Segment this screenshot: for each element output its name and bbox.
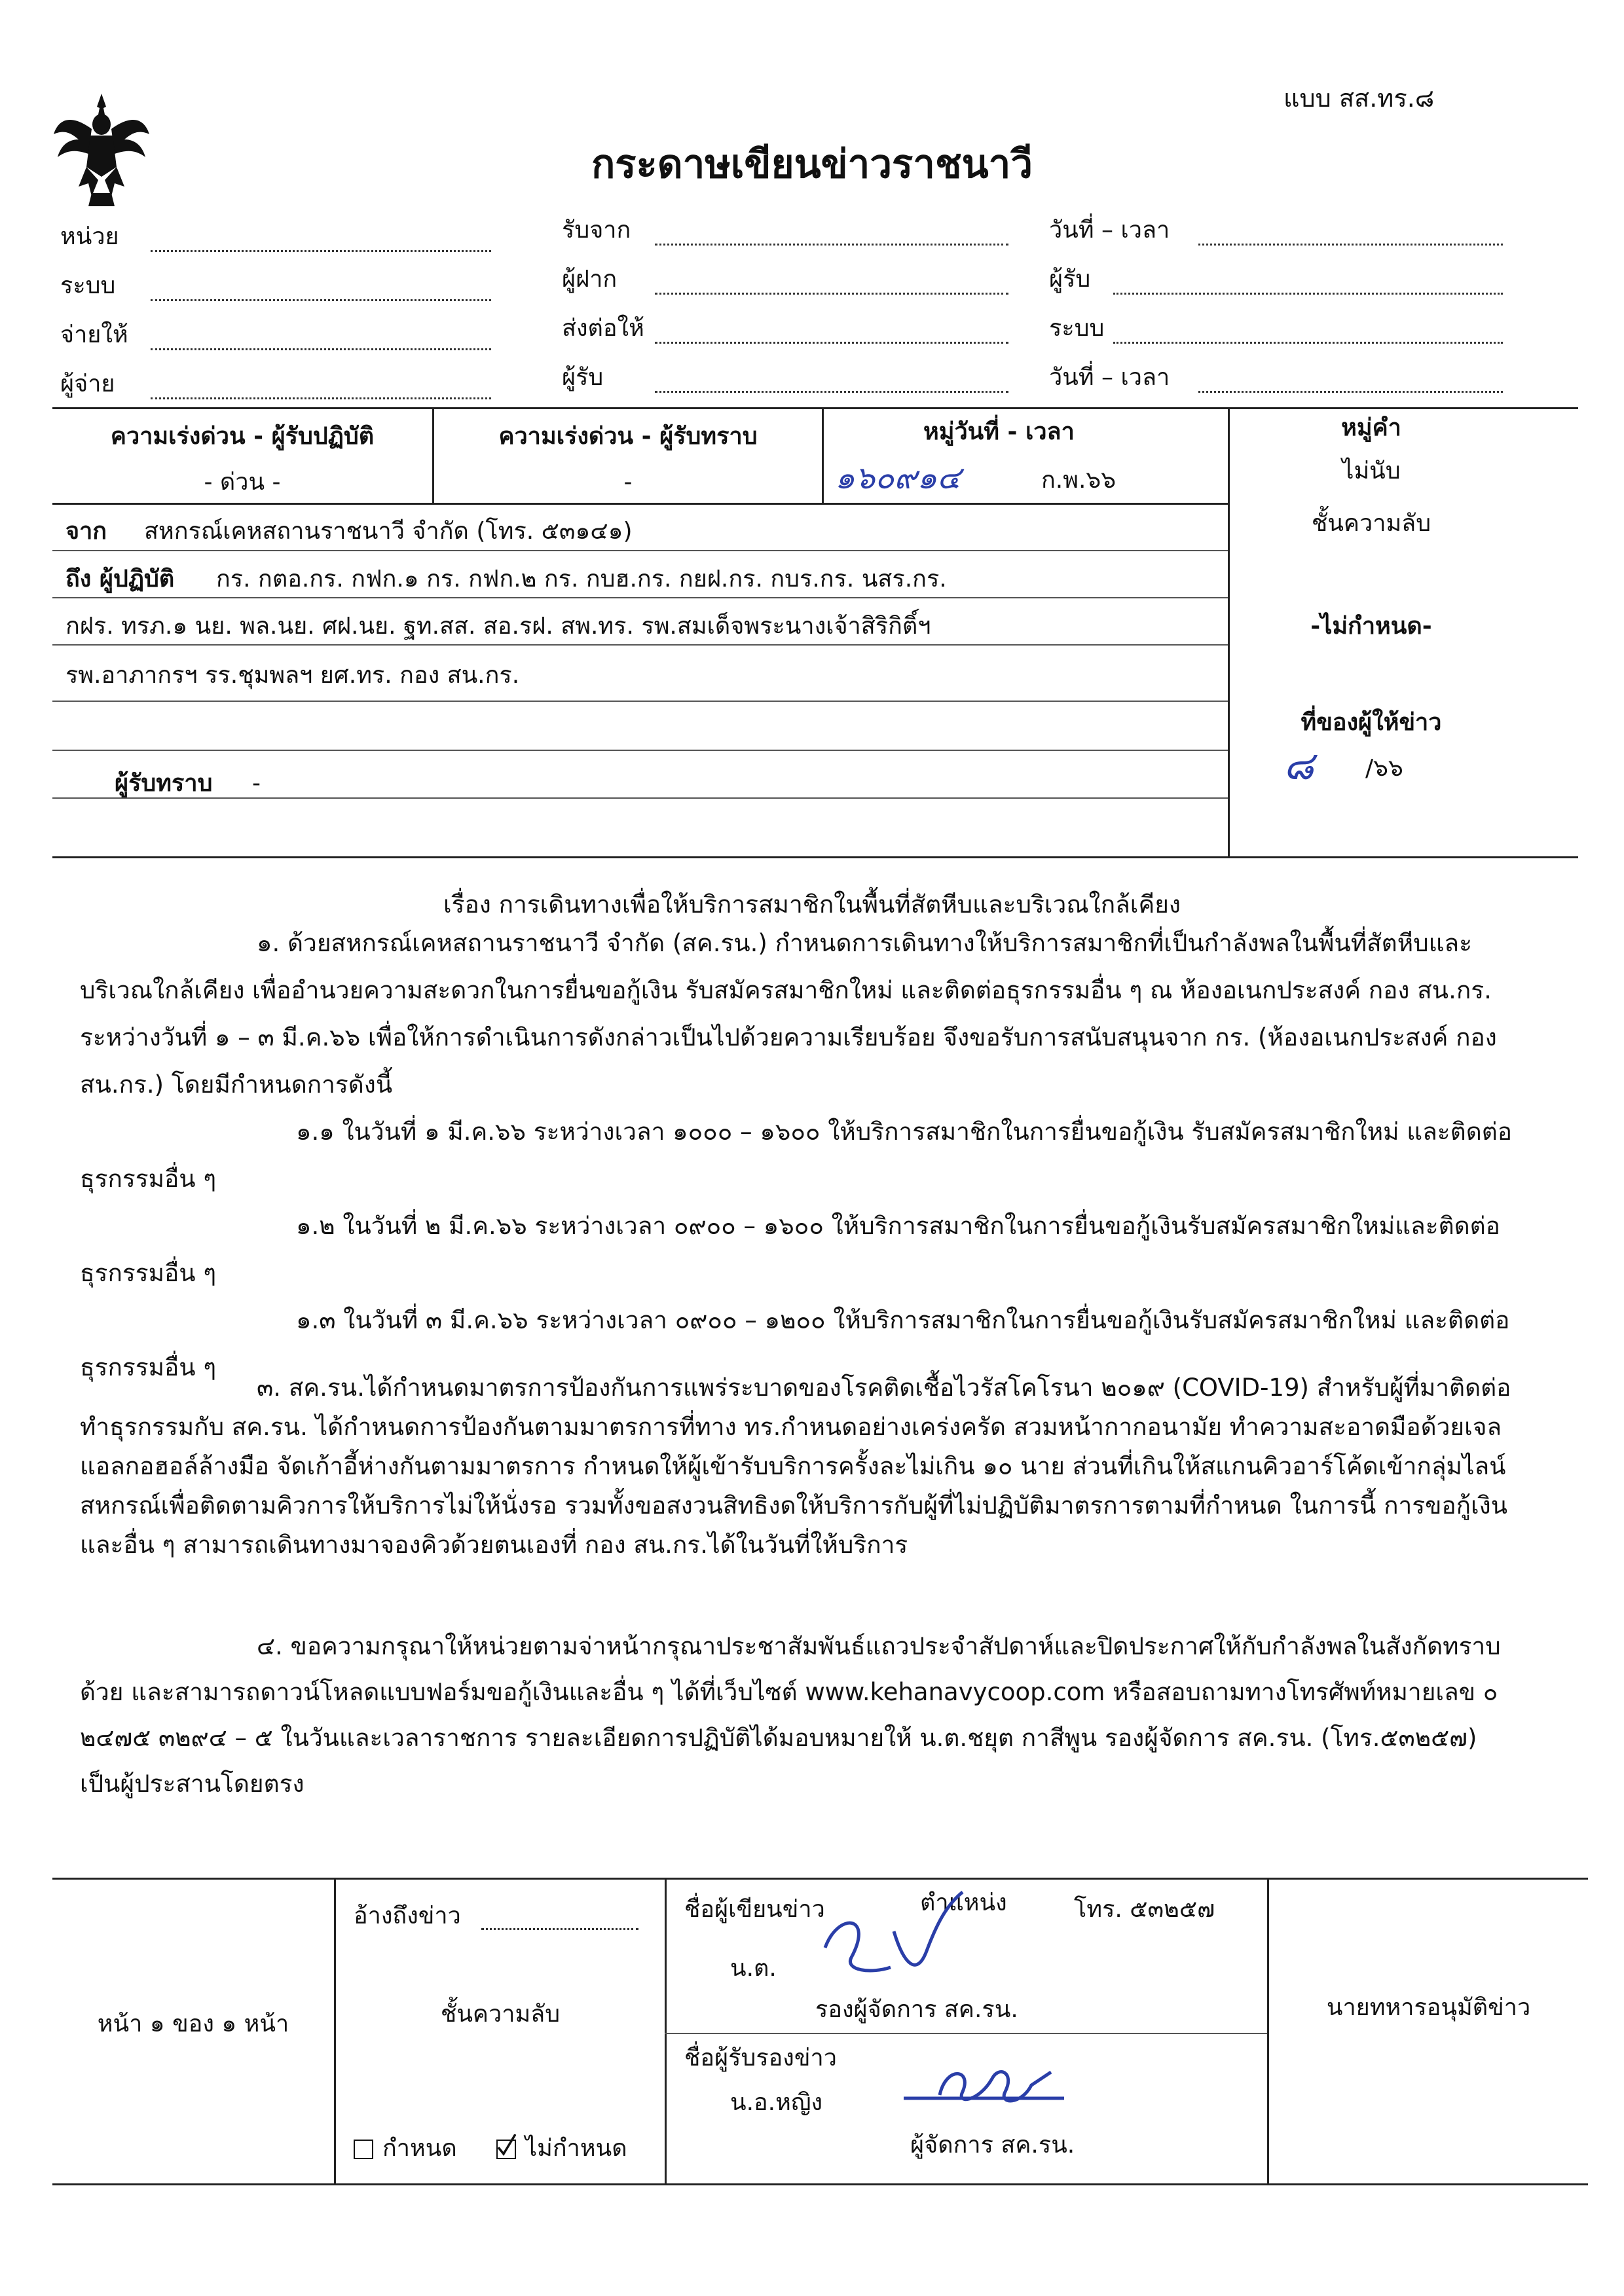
approver-label: นายทหารอนุมัติข่าว bbox=[1326, 1994, 1531, 2021]
paragraph-4: ๔. ขอความกรุณาให้หน่วยตามจ่าหน้ากรุณาประชาสัมพันธ์แถวประจำสัปดาห์และปิดประกาศให้กับกำลังพลในสังกัดทราบด้วย และสามารถดาวน์โหลดแบบฟอร์มขอกู้เงินและอื่น ๆ ได้ที่เว็บไซต์ www.kehanavycoop.com หรือสอบถามทางโทรศัพท์หมายเลข ๐ ๒๔๗๕ ๓๒๙๔ – ๕ ในวันและเวลาราชการ รายละเอียดการปฏิบัติได้มอบหมายให้ น.ต.ชยุต กาสีพูน รองผู้จัดการ สค.รน. (โทร.๕๓๒๕๗) เป็นผู้ประสานโดยตรง bbox=[80, 1632, 1501, 1798]
paragraph-3: ๓. สค.รน.ได้กำหนดมาตรการป้องกันการแพร่ระบาดของโรคติดเชื้อไวรัสโคโรนา ๒๐๑๙ (COVID-19) สำหรับผู้ที่มาติดต่อทำธุรกรรมกับ สค.รน. ได้กำหนดการป้องกันตามมาตรการที่ทาง ทร.กำหนดอย่างเคร่งครัด สวมหน้ากากอนามัย ทำความสะอาดมือด้วยเจลแอลกอฮอล์ล้างมือ จัดเก้าอี้ห่างกันตามมาตรการ กำหนดให้ผู้เข้ารับบริการครั้งละไม่เกิน ๑๐ นาย ส่วนที่เกินให้สแกนคิวอาร์โค้ดเข้ากลุ่มไลน์สหกรณ์เพื่อติดตามคิวการให้บริการไม่ให้นั่งรอ รวมทั้งขอสงวนสิทธิงดให้บริการกับผู้ที่ไม่ปฏิบัติมาตรการตามที่กำหนด ในการนี้ การขอกู้เงินและอื่น ๆ สามารถเดินทางมาจองคิวด้วยตนเองที่ กอง สน.กร.ได้ในวันที่ให้บริการ bbox=[80, 1374, 1511, 1559]
from-value: สหกรณ์เคหสถานราชนาวี จำกัด (โทร. ๕๓๑๔๑) bbox=[144, 518, 633, 545]
field-datetime2-label: วันที่ – เวลา bbox=[1049, 364, 1170, 391]
dtg-month-value: ก.พ.๖๖ bbox=[1041, 467, 1116, 494]
field-datetime2-input[interactable] bbox=[1198, 391, 1503, 393]
writer-signature bbox=[812, 1886, 995, 1990]
field-unit-input[interactable] bbox=[151, 250, 491, 252]
urgency-info-header: ความเร่งด่วน - ผู้รับทราบ bbox=[498, 423, 758, 450]
writer-label: ชื่อผู้เขียนข่าว bbox=[684, 1896, 825, 1923]
field-receiver-label: ผู้รับ bbox=[562, 364, 604, 391]
info-value: - bbox=[252, 770, 261, 797]
opt-defined[interactable]: กำหนด bbox=[354, 2134, 457, 2163]
subject: เรื่อง การเดินทางเพื่อให้บริการสมาชิกในพื้นที่สัตหีบและบริเวณใกล้เคียง bbox=[443, 890, 1181, 919]
footer-secrecy-label: ชั้นความลับ bbox=[440, 2001, 561, 2028]
field-system-label: ระบบ bbox=[60, 272, 116, 299]
to-line-1: กร. กตอ.กร. กฟก.๑ กร. กฟก.๒ กร. กบฮ.กร. กยฝ.กร. กบร.กร. นสร.กร. bbox=[216, 566, 947, 592]
urgency-action-value: - ด่วน - bbox=[204, 469, 281, 496]
to-line-3: รพ.อาภากรฯ รร.ชุมพลฯ ยศ.ทร. กอง สน.กร. bbox=[65, 662, 520, 689]
certifier-rank: น.อ.หญิง bbox=[730, 2089, 823, 2116]
sender-ref-suffix: /๖๖ bbox=[1365, 755, 1403, 782]
writer-phone: โทร. ๕๓๒๕๗ bbox=[1074, 1896, 1215, 1923]
ref-label: อ้างถึงข่าว bbox=[354, 1903, 461, 1929]
certifier-title: ผู้จัดการ สค.รน. bbox=[910, 2132, 1075, 2159]
paragraph-1: ๑. ด้วยสหกรณ์เคหสถานราชนาวี จำกัด (สค.รน.) กำหนดการเดินทางให้บริการสมาชิกที่เป็นกำลังพลในพื้นที่สัตหีบและบริเวณใกล้เคียง เพื่ออำนวยความสะดวกในการยื่นขอกู้เงิน รับสมัครสมาชิกใหม่ และติดต่อธุรกรรมอื่น ๆ ณ ห้องอเนกประสงค์ กอง สน.กร. ระหว่างวันที่ ๑ – ๓ มี.ค.๖๖ เพื่อให้การดำเนินการดังกล่าวเป็นไปด้วยความเรียบร้อย จึงขอรับการสนับสนุนจาก กร. (ห้องอเนกประสงค์ กอง สน.กร.) โดยมีกำหนดการดังนี้ bbox=[80, 929, 1497, 1099]
position-label: ตำแหน่ง bbox=[920, 1889, 1007, 1916]
word-group-header: หมู่คำ bbox=[1341, 414, 1401, 441]
urgency-action-header: ความเร่งด่วน - ผู้รับปฏิบัติ bbox=[110, 423, 375, 450]
field-receivedfrom-input[interactable] bbox=[655, 244, 1008, 246]
from-label: จาก bbox=[65, 518, 107, 545]
certifier-signature bbox=[900, 2052, 1090, 2124]
checkbox-undefined-checked[interactable] bbox=[496, 2140, 516, 2159]
field-forwardto-label: ส่งต่อให้ bbox=[562, 315, 644, 342]
field-payto-label: จ่ายให้ bbox=[60, 321, 128, 348]
field-receivedfrom-label: รับจาก bbox=[562, 217, 631, 244]
writer-title: รองผู้จัดการ สค.รน. bbox=[815, 1996, 1018, 2023]
paragraph-1-3: ๑.๓ ในวันที่ ๓ มี.ค.๖๖ ระหว่างเวลา ๐๙๐๐ – ๑๒๐๐ ให้บริการสมาชิกในการยื่นขอกู้เงินรับสมัครสมาชิกใหม่ และติดต่อธุรกรรมอื่น ๆ bbox=[80, 1306, 1510, 1381]
dtg-header: หมู่วันที่ - เวลา bbox=[923, 418, 1075, 445]
field-system-input[interactable] bbox=[151, 299, 491, 301]
field-payer-input[interactable] bbox=[151, 397, 491, 399]
word-group-value: ไม่นับ bbox=[1342, 458, 1401, 484]
form-code: แบบ สส.ทร.๘ bbox=[1283, 84, 1435, 113]
field-depositor-label: ผู้ฝาก bbox=[562, 266, 618, 293]
sender-ref-label: ที่ของผู้ให้ข่าว bbox=[1301, 709, 1442, 736]
field-receiver2-input[interactable] bbox=[1113, 293, 1503, 295]
check-mark-icon bbox=[496, 2134, 516, 2157]
opt-undefined[interactable]: ไม่กำหนด bbox=[496, 2134, 627, 2163]
page-title: กระดาษเขียนข่าวราชนาวี bbox=[591, 141, 1033, 187]
page-indicator: หน้า ๑ ของ ๑ หน้า bbox=[97, 2011, 289, 2037]
sender-ref-number: ๘ bbox=[1283, 743, 1314, 789]
field-payto-input[interactable] bbox=[151, 348, 491, 350]
certifier-label: ชื่อผู้รับรองข่าว bbox=[684, 2045, 837, 2071]
field-datetime1-label: วันที่ – เวลา bbox=[1049, 217, 1170, 244]
to-line-2: กฝร. ทรภ.๑ นย. พล.นย. ศฝ.นย. ฐท.สส. สอ.รฝ. สพ.ทร. รพ.สมเด็จพระนางเจ้าสิริกิติ์ฯ bbox=[65, 613, 931, 640]
secrecy-label: ชั้นความลับ bbox=[1311, 510, 1431, 537]
field-unit-label: หน่วย bbox=[60, 223, 119, 250]
field-datetime1-input[interactable] bbox=[1198, 244, 1503, 246]
dtg-handwritten-value: ๑๖๐๙๑๔ bbox=[835, 460, 961, 496]
field-payer-label: ผู้จ่าย bbox=[60, 371, 115, 397]
paragraph-1-1: ๑.๑ ในวันที่ ๑ มี.ค.๖๖ ระหว่างเวลา ๑๐๐๐ – ๑๖๐๐ ให้บริการสมาชิกในการยื่นขอกู้เงิน รับสมัครสมาชิกใหม่ และติดต่อธุรกรรมอื่น ๆ bbox=[80, 1118, 1512, 1193]
field-receiver2-label: ผู้รับ bbox=[1049, 266, 1091, 293]
field-depositor-input[interactable] bbox=[655, 293, 1008, 295]
field-receiver-input[interactable] bbox=[655, 391, 1008, 393]
info-label: ผู้รับทราบ bbox=[115, 770, 213, 797]
field-system2-label: ระบบ bbox=[1049, 315, 1105, 342]
urgency-info-value: - bbox=[623, 469, 633, 496]
ref-input[interactable] bbox=[481, 1928, 638, 1930]
secrecy-value: -ไม่กำหนด- bbox=[1310, 613, 1432, 640]
field-system2-input[interactable] bbox=[1113, 342, 1503, 344]
field-forwardto-input[interactable] bbox=[655, 342, 1008, 344]
checkbox-defined[interactable] bbox=[354, 2140, 373, 2159]
writer-rank: น.ต. bbox=[730, 1955, 777, 1982]
to-label: ถึง ผู้ปฏิบัติ bbox=[65, 566, 175, 592]
paragraph-1-2: ๑.๒ ในวันที่ ๒ มี.ค.๖๖ ระหว่างเวลา ๐๙๐๐ – ๑๖๐๐ ให้บริการสมาชิกในการยื่นขอกู้เงินรับสมัครสมาชิกใหม่และติดต่อธุรกรรมอื่น ๆ bbox=[80, 1212, 1500, 1287]
